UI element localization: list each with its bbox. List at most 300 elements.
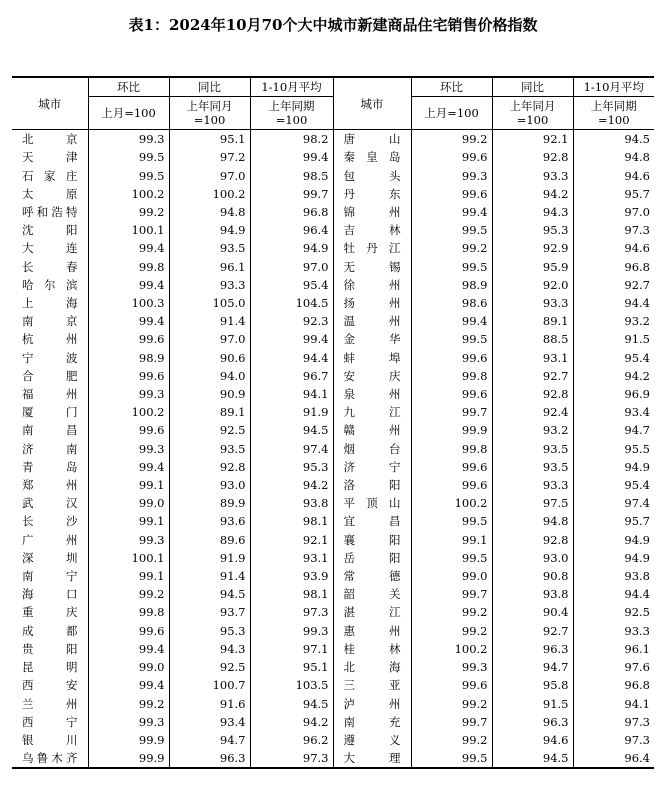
table-row <box>12 312 654 330</box>
table-row <box>12 203 654 221</box>
avg-value: 97.0 <box>250 258 333 276</box>
city-name: 牡丹江 <box>333 239 411 257</box>
city-name: 昆明 <box>22 660 78 675</box>
city-name: 福州 <box>22 387 78 402</box>
header-city-right: 城市 <box>333 77 411 130</box>
table-row <box>12 494 654 512</box>
header-mom-sub-right: 上月=100 <box>411 97 492 130</box>
avg-value: 95.4 <box>250 276 333 294</box>
table-row <box>12 731 654 749</box>
yoy-value: 93.0 <box>492 549 573 567</box>
avg-value: 99.4 <box>250 330 333 348</box>
avg-value: 94.6 <box>573 239 654 257</box>
avg-value: 94.5 <box>573 130 654 149</box>
city-name: 天津 <box>22 150 78 165</box>
city-name: 温州 <box>333 312 411 330</box>
table-row <box>12 658 654 676</box>
table-row <box>12 458 654 476</box>
avg-value: 94.1 <box>250 385 333 403</box>
city-name: 广州 <box>22 532 78 547</box>
city-name: 贵阳 <box>22 641 78 656</box>
yoy-value: 93.3 <box>492 476 573 494</box>
yoy-value: 95.8 <box>492 676 573 694</box>
avg-value: 92.5 <box>573 603 654 621</box>
table-row <box>12 185 654 203</box>
city-name: 沈阳 <box>22 223 78 238</box>
mom-value: 99.5 <box>88 148 169 166</box>
city-name: 大连 <box>22 241 78 256</box>
table-row <box>12 294 654 312</box>
city-name: 深圳 <box>22 550 78 565</box>
yoy-value: 100.2 <box>169 185 250 203</box>
yoy-value: 94.8 <box>492 512 573 530</box>
city-name: 洛阳 <box>333 476 411 494</box>
yoy-value: 95.9 <box>492 258 573 276</box>
price-index-table <box>12 76 654 769</box>
city-name: 海口 <box>22 587 78 602</box>
city-name: 合肥 <box>22 368 78 383</box>
city-name: 泉州 <box>333 385 411 403</box>
yoy-value: 95.3 <box>169 622 250 640</box>
yoy-value: 93.2 <box>492 421 573 439</box>
avg-value: 91.5 <box>573 330 654 348</box>
mom-value: 99.3 <box>88 713 169 731</box>
mom-value: 99.4 <box>88 458 169 476</box>
table-row <box>12 349 654 367</box>
mom-value: 99.2 <box>411 603 492 621</box>
mom-value: 99.1 <box>88 512 169 530</box>
avg-value: 94.6 <box>573 167 654 185</box>
table-row <box>12 367 654 385</box>
yoy-value: 88.5 <box>492 330 573 348</box>
avg-value: 94.9 <box>250 239 333 257</box>
yoy-value: 92.0 <box>492 276 573 294</box>
avg-value: 93.8 <box>250 494 333 512</box>
avg-value: 97.0 <box>573 203 654 221</box>
mom-value: 99.1 <box>88 476 169 494</box>
city-name: 呼和浩特 <box>22 205 78 220</box>
avg-value: 97.1 <box>250 640 333 658</box>
yoy-value: 94.7 <box>169 731 250 749</box>
avg-value: 98.2 <box>250 130 333 149</box>
avg-value: 94.2 <box>250 713 333 731</box>
yoy-value: 94.0 <box>169 367 250 385</box>
mom-value: 99.8 <box>88 258 169 276</box>
yoy-value: 93.5 <box>492 440 573 458</box>
avg-value: 94.9 <box>573 549 654 567</box>
mom-value: 100.3 <box>88 294 169 312</box>
city-name: 安庆 <box>333 367 411 385</box>
avg-value: 96.4 <box>250 221 333 239</box>
yoy-value: 90.6 <box>169 349 250 367</box>
avg-value: 94.4 <box>573 585 654 603</box>
avg-value: 104.5 <box>250 294 333 312</box>
avg-value: 97.3 <box>573 713 654 731</box>
mom-value: 99.4 <box>88 239 169 257</box>
table-row <box>12 567 654 585</box>
mom-value: 100.1 <box>88 549 169 567</box>
mom-value: 99.2 <box>411 622 492 640</box>
city-name: 丹东 <box>333 185 411 203</box>
avg-value: 97.3 <box>573 731 654 749</box>
city-name: 遵义 <box>333 731 411 749</box>
table-row <box>12 385 654 403</box>
mom-value: 99.9 <box>411 421 492 439</box>
avg-value: 94.4 <box>250 349 333 367</box>
mom-value: 99.8 <box>88 603 169 621</box>
city-name: 成都 <box>22 623 78 638</box>
city-name: 岳阳 <box>333 549 411 567</box>
yoy-value: 91.6 <box>169 695 250 713</box>
mom-value: 99.3 <box>88 531 169 549</box>
avg-value: 94.9 <box>573 531 654 549</box>
avg-value: 95.7 <box>573 512 654 530</box>
mom-value: 99.6 <box>411 385 492 403</box>
yoy-value: 94.9 <box>169 221 250 239</box>
header-mom: 环比 <box>88 77 169 97</box>
table-row <box>12 258 654 276</box>
avg-value: 96.2 <box>250 731 333 749</box>
yoy-value: 92.5 <box>169 421 250 439</box>
yoy-value: 93.8 <box>492 585 573 603</box>
mom-value: 99.3 <box>88 385 169 403</box>
yoy-value: 94.5 <box>492 749 573 768</box>
mom-value: 99.6 <box>411 349 492 367</box>
avg-value: 103.5 <box>250 676 333 694</box>
avg-value: 97.4 <box>573 494 654 512</box>
mom-value: 99.8 <box>411 440 492 458</box>
mom-value: 99.8 <box>411 367 492 385</box>
table-row <box>12 640 654 658</box>
table-row <box>12 148 654 166</box>
city-name: 上海 <box>22 296 78 311</box>
mom-value: 99.5 <box>411 749 492 768</box>
yoy-value: 93.4 <box>169 713 250 731</box>
header-mom-right: 环比 <box>411 77 492 97</box>
mom-value: 99.6 <box>88 421 169 439</box>
avg-value: 95.4 <box>573 476 654 494</box>
avg-value: 99.4 <box>250 148 333 166</box>
header-yoy-right: 同比 <box>492 77 573 97</box>
city-name: 襄阳 <box>333 531 411 549</box>
yoy-value: 90.4 <box>492 603 573 621</box>
yoy-value: 91.9 <box>169 549 250 567</box>
mom-value: 99.4 <box>411 312 492 330</box>
table-row <box>12 512 654 530</box>
header-mom-sub: 上月=100 <box>88 97 169 130</box>
yoy-value: 89.1 <box>492 312 573 330</box>
table-row <box>12 421 654 439</box>
city-name: 西宁 <box>22 714 78 729</box>
avg-value: 96.9 <box>573 385 654 403</box>
mom-value: 99.9 <box>88 749 169 768</box>
avg-value: 98.5 <box>250 167 333 185</box>
avg-value: 94.7 <box>573 421 654 439</box>
mom-value: 99.5 <box>411 221 492 239</box>
yoy-value: 92.4 <box>492 403 573 421</box>
avg-value: 94.9 <box>573 458 654 476</box>
avg-value: 96.1 <box>573 640 654 658</box>
table-row <box>12 440 654 458</box>
yoy-value: 97.0 <box>169 167 250 185</box>
avg-value: 97.3 <box>250 603 333 621</box>
mom-value: 99.6 <box>411 185 492 203</box>
mom-value: 99.6 <box>88 367 169 385</box>
city-name: 三亚 <box>333 676 411 694</box>
mom-value: 99.7 <box>411 403 492 421</box>
city-name: 大理 <box>333 749 411 768</box>
city-name: 包头 <box>333 167 411 185</box>
avg-value: 96.8 <box>573 676 654 694</box>
avg-value: 96.7 <box>250 367 333 385</box>
table-row <box>12 403 654 421</box>
mom-value: 99.7 <box>411 585 492 603</box>
avg-value: 93.1 <box>250 549 333 567</box>
avg-value: 95.1 <box>250 658 333 676</box>
city-name: 济南 <box>22 441 78 456</box>
mom-value: 99.6 <box>88 622 169 640</box>
city-name: 太原 <box>22 186 78 201</box>
header-yoy-sub-right: 上年同月 =100 <box>492 97 573 130</box>
avg-value: 94.5 <box>250 695 333 713</box>
city-name: 哈尔滨 <box>22 277 78 292</box>
mom-value: 99.6 <box>411 476 492 494</box>
avg-value: 92.7 <box>573 276 654 294</box>
avg-value: 91.9 <box>250 403 333 421</box>
mom-value: 99.9 <box>88 731 169 749</box>
yoy-value: 92.8 <box>492 385 573 403</box>
table-row <box>12 749 654 768</box>
mom-value: 99.1 <box>411 531 492 549</box>
avg-value: 99.3 <box>250 622 333 640</box>
avg-value: 94.2 <box>250 476 333 494</box>
avg-value: 99.7 <box>250 185 333 203</box>
mom-value: 98.9 <box>88 349 169 367</box>
mom-value: 99.3 <box>88 130 169 149</box>
avg-value: 93.3 <box>573 622 654 640</box>
table-row <box>12 476 654 494</box>
yoy-value: 90.8 <box>492 567 573 585</box>
city-name: 徐州 <box>333 276 411 294</box>
city-name: 南充 <box>333 713 411 731</box>
yoy-value: 93.5 <box>492 458 573 476</box>
yoy-value: 91.5 <box>492 695 573 713</box>
avg-value: 92.3 <box>250 312 333 330</box>
yoy-value: 92.5 <box>169 658 250 676</box>
yoy-value: 93.3 <box>169 276 250 294</box>
city-name: 西安 <box>22 678 78 693</box>
avg-value: 93.9 <box>250 567 333 585</box>
city-name: 武汉 <box>22 496 78 511</box>
city-name: 厦门 <box>22 405 78 420</box>
mom-value: 99.2 <box>88 585 169 603</box>
city-name: 蚌埠 <box>333 349 411 367</box>
yoy-value: 92.1 <box>492 130 573 149</box>
header-yoy: 同比 <box>169 77 250 97</box>
city-name: 重庆 <box>22 605 78 620</box>
yoy-value: 94.3 <box>169 640 250 658</box>
yoy-value: 94.5 <box>169 585 250 603</box>
table-row <box>12 713 654 731</box>
mom-value: 99.6 <box>88 330 169 348</box>
header-avg-right: 1-10月平均 <box>573 77 654 97</box>
yoy-value: 89.9 <box>169 494 250 512</box>
avg-value: 95.3 <box>250 458 333 476</box>
avg-value: 95.7 <box>573 185 654 203</box>
yoy-value: 91.4 <box>169 312 250 330</box>
city-name: 韶关 <box>333 585 411 603</box>
yoy-value: 105.0 <box>169 294 250 312</box>
avg-value: 97.6 <box>573 658 654 676</box>
city-name: 杭州 <box>22 332 78 347</box>
mom-value: 99.7 <box>411 713 492 731</box>
yoy-value: 92.7 <box>492 367 573 385</box>
city-name: 乌鲁木齐 <box>12 749 88 768</box>
city-name: 济宁 <box>333 458 411 476</box>
yoy-value: 94.3 <box>492 203 573 221</box>
yoy-value: 96.1 <box>169 258 250 276</box>
mom-value: 99.2 <box>411 731 492 749</box>
yoy-value: 93.7 <box>169 603 250 621</box>
city-name: 兰州 <box>22 696 78 711</box>
city-name: 赣州 <box>333 421 411 439</box>
mom-value: 99.3 <box>88 440 169 458</box>
mom-value: 99.4 <box>88 640 169 658</box>
avg-value: 92.1 <box>250 531 333 549</box>
city-name: 秦皇岛 <box>333 148 411 166</box>
avg-value: 93.8 <box>573 567 654 585</box>
city-name: 唐山 <box>333 130 411 149</box>
avg-value: 96.8 <box>250 203 333 221</box>
city-name: 南昌 <box>22 423 78 438</box>
city-name: 银川 <box>22 732 78 747</box>
table-title: 表1：2024年10月70个大中城市新建商品住宅销售价格指数 <box>128 16 538 34</box>
table-row <box>12 130 654 149</box>
avg-value: 95.5 <box>573 440 654 458</box>
avg-value: 93.2 <box>573 312 654 330</box>
city-name: 惠州 <box>333 622 411 640</box>
yoy-value: 96.3 <box>169 749 250 768</box>
mom-value: 99.4 <box>88 276 169 294</box>
table-row <box>12 330 654 348</box>
avg-value: 96.4 <box>573 749 654 768</box>
table-row <box>12 603 654 621</box>
city-name: 扬州 <box>333 294 411 312</box>
mom-value: 99.5 <box>88 167 169 185</box>
yoy-value: 92.7 <box>492 622 573 640</box>
city-name: 长沙 <box>22 514 78 529</box>
yoy-value: 93.0 <box>169 476 250 494</box>
yoy-value: 93.3 <box>492 167 573 185</box>
avg-value: 97.3 <box>250 749 333 768</box>
city-name: 泸州 <box>333 695 411 713</box>
yoy-value: 100.7 <box>169 676 250 694</box>
city-name: 桂林 <box>333 640 411 658</box>
city-name: 青岛 <box>22 459 78 474</box>
yoy-value: 90.9 <box>169 385 250 403</box>
city-name: 石家庄 <box>22 168 78 183</box>
header-avg: 1-10月平均 <box>250 77 333 97</box>
table-row <box>12 695 654 713</box>
yoy-value: 93.1 <box>492 349 573 367</box>
city-name: 北海 <box>333 658 411 676</box>
mom-value: 98.6 <box>411 294 492 312</box>
avg-value: 94.2 <box>573 367 654 385</box>
city-name: 郑州 <box>22 478 78 493</box>
avg-value: 94.4 <box>573 294 654 312</box>
mom-value: 99.5 <box>411 549 492 567</box>
mom-value: 100.1 <box>88 221 169 239</box>
yoy-value: 93.6 <box>169 512 250 530</box>
yoy-value: 97.2 <box>169 148 250 166</box>
yoy-value: 95.1 <box>169 130 250 149</box>
table-row <box>12 239 654 257</box>
mom-value: 98.9 <box>411 276 492 294</box>
table-row <box>12 585 654 603</box>
avg-value: 95.4 <box>573 349 654 367</box>
table-row <box>12 276 654 294</box>
mom-value: 99.4 <box>88 312 169 330</box>
avg-value: 93.4 <box>573 403 654 421</box>
avg-value: 96.8 <box>573 258 654 276</box>
city-name: 金华 <box>333 330 411 348</box>
table-row <box>12 167 654 185</box>
header-yoy-sub: 上年同月 =100 <box>169 97 250 130</box>
yoy-value: 92.8 <box>492 531 573 549</box>
mom-value: 99.6 <box>411 148 492 166</box>
mom-value: 100.2 <box>88 185 169 203</box>
avg-value: 94.1 <box>573 695 654 713</box>
mom-value: 99.6 <box>411 458 492 476</box>
avg-value: 98.1 <box>250 512 333 530</box>
city-name: 北京 <box>22 132 78 147</box>
mom-value: 100.2 <box>88 403 169 421</box>
header-avg-sub: 上年同期 =100 <box>250 97 333 130</box>
avg-value: 97.4 <box>250 440 333 458</box>
mom-value: 99.5 <box>411 330 492 348</box>
mom-value: 99.3 <box>411 658 492 676</box>
yoy-value: 92.8 <box>169 458 250 476</box>
mom-value: 99.5 <box>411 258 492 276</box>
mom-value: 99.0 <box>88 658 169 676</box>
city-name: 南宁 <box>22 569 78 584</box>
table-row <box>12 531 654 549</box>
mom-value: 99.2 <box>411 695 492 713</box>
yoy-value: 94.2 <box>492 185 573 203</box>
avg-value: 94.5 <box>250 421 333 439</box>
yoy-value: 91.4 <box>169 567 250 585</box>
mom-value: 99.6 <box>411 676 492 694</box>
city-name: 烟台 <box>333 440 411 458</box>
city-name: 长春 <box>22 259 78 274</box>
table-row <box>12 676 654 694</box>
city-name: 吉林 <box>333 221 411 239</box>
city-name: 湛江 <box>333 603 411 621</box>
mom-value: 99.0 <box>88 494 169 512</box>
yoy-value: 92.8 <box>492 148 573 166</box>
yoy-value: 89.1 <box>169 403 250 421</box>
mom-value: 99.1 <box>88 567 169 585</box>
mom-value: 99.5 <box>411 512 492 530</box>
avg-value: 97.3 <box>573 221 654 239</box>
mom-value: 100.2 <box>411 640 492 658</box>
yoy-value: 94.7 <box>492 658 573 676</box>
table-body <box>12 130 654 769</box>
mom-value: 99.4 <box>411 203 492 221</box>
yoy-value: 96.3 <box>492 713 573 731</box>
yoy-value: 94.6 <box>492 731 573 749</box>
city-name: 锦州 <box>333 203 411 221</box>
